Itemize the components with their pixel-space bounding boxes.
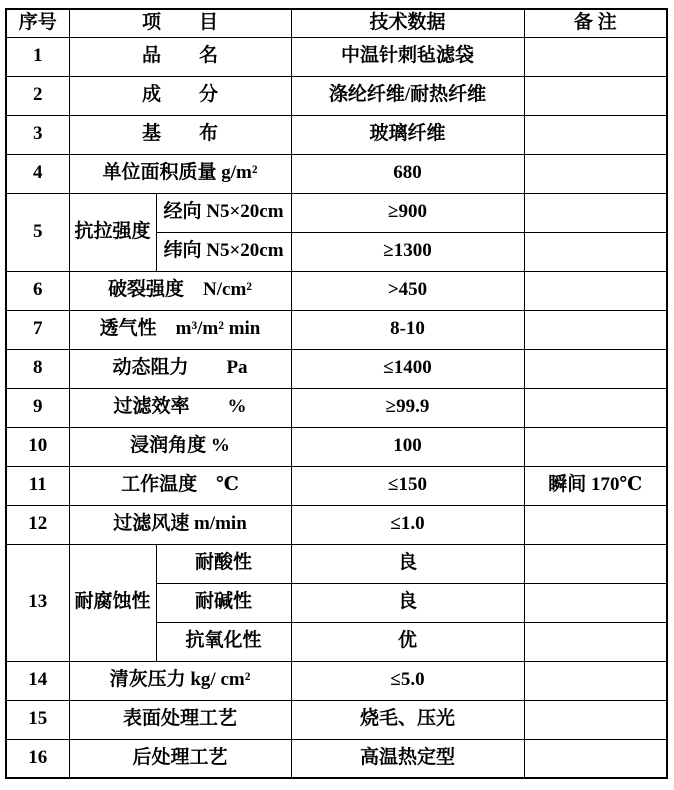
cell-item-1: 品 名 [69, 37, 291, 76]
cell-item-13a: 耐酸性 [156, 544, 291, 583]
table-row [6, 76, 667, 115]
cell-seq-6: 6 [6, 271, 69, 310]
cell-item-16: 后处理工艺 [69, 739, 291, 778]
cell-value-11: ≤150 [291, 466, 524, 505]
cell-item-9: 过滤效率 % [69, 388, 291, 427]
cell-remark-1 [524, 37, 667, 76]
cell-seq-7: 7 [6, 310, 69, 349]
header-item: 项 目 [69, 9, 291, 37]
cell-value-14: ≤5.0 [291, 661, 524, 700]
cell-remark-13b [524, 583, 667, 622]
cell-item-8: 动态阻力 Pa [69, 349, 291, 388]
table-row [6, 154, 667, 193]
table-row [6, 37, 667, 76]
cell-value-13c: 优 [291, 622, 524, 661]
cell-item-7: 透气性 m³/m² min [69, 310, 291, 349]
cell-remark-13a [524, 544, 667, 583]
table-row [6, 388, 667, 427]
cell-remark-13c [524, 622, 667, 661]
cell-seq-4: 4 [6, 154, 69, 193]
header-tech-data: 技术数据 [291, 9, 524, 37]
cell-item-5a: 经向 N5×20cm [156, 193, 291, 232]
table-row [6, 310, 667, 349]
cell-value-6: >450 [291, 271, 524, 310]
table-row [6, 544, 667, 583]
cell-item-13b: 耐碱性 [156, 583, 291, 622]
table-row [6, 115, 667, 154]
cell-remark-15 [524, 700, 667, 739]
table-row [6, 271, 667, 310]
table-row [6, 700, 667, 739]
header-seq: 序号 [6, 9, 69, 37]
table-row [6, 427, 667, 466]
spec-table [5, 8, 668, 779]
cell-item-5b: 纬向 N5×20cm [156, 232, 291, 271]
cell-value-13b: 良 [291, 583, 524, 622]
cell-group-5: 抗拉强度 [69, 193, 156, 271]
cell-remark-12 [524, 505, 667, 544]
cell-remark-10 [524, 427, 667, 466]
cell-item-12: 过滤风速 m/min [69, 505, 291, 544]
cell-item-3: 基 布 [69, 115, 291, 154]
cell-remark-14 [524, 661, 667, 700]
cell-seq-14: 14 [6, 661, 69, 700]
table-row [6, 466, 667, 505]
cell-value-9: ≥99.9 [291, 388, 524, 427]
cell-value-15: 烧毛、压光 [291, 700, 524, 739]
cell-seq-16: 16 [6, 739, 69, 778]
cell-remark-5b [524, 232, 667, 271]
cell-remark-7 [524, 310, 667, 349]
cell-remark-6 [524, 271, 667, 310]
cell-value-5a: ≥900 [291, 193, 524, 232]
table-row [6, 505, 667, 544]
cell-remark-16 [524, 739, 667, 778]
cell-item-10: 浸润角度 % [69, 427, 291, 466]
cell-seq-10: 10 [6, 427, 69, 466]
table-row [6, 739, 667, 778]
table-row [6, 661, 667, 700]
cell-item-13c: 抗氧化性 [156, 622, 291, 661]
cell-seq-5: 5 [6, 193, 69, 271]
cell-seq-9: 9 [6, 388, 69, 427]
table-row [6, 193, 667, 232]
cell-value-13a: 良 [291, 544, 524, 583]
cell-seq-13: 13 [6, 544, 69, 661]
cell-seq-1: 1 [6, 37, 69, 76]
cell-seq-3: 3 [6, 115, 69, 154]
cell-seq-8: 8 [6, 349, 69, 388]
cell-value-8: ≤1400 [291, 349, 524, 388]
cell-value-2: 涤纶纤维/耐热纤维 [291, 76, 524, 115]
header-row [6, 9, 667, 37]
cell-group-13: 耐腐蚀性 [69, 544, 156, 661]
cell-remark-3 [524, 115, 667, 154]
table-row [6, 349, 667, 388]
cell-item-15: 表面处理工艺 [69, 700, 291, 739]
cell-item-4: 单位面积质量 g/m² [69, 154, 291, 193]
cell-value-3: 玻璃纤维 [291, 115, 524, 154]
cell-item-2: 成 分 [69, 76, 291, 115]
cell-value-1: 中温针刺毡滤袋 [291, 37, 524, 76]
cell-remark-11: 瞬间 170℃ [524, 466, 667, 505]
cell-value-7: 8-10 [291, 310, 524, 349]
cell-remark-4 [524, 154, 667, 193]
cell-remark-5a [524, 193, 667, 232]
cell-seq-12: 12 [6, 505, 69, 544]
cell-remark-8 [524, 349, 667, 388]
cell-item-6: 破裂强度 N/cm² [69, 271, 291, 310]
cell-value-10: 100 [291, 427, 524, 466]
header-remark: 备 注 [524, 9, 667, 37]
cell-value-5b: ≥1300 [291, 232, 524, 271]
cell-value-4: 680 [291, 154, 524, 193]
cell-item-11: 工作温度 ℃ [69, 466, 291, 505]
cell-seq-11: 11 [6, 466, 69, 505]
cell-item-14: 清灰压力 kg/ cm² [69, 661, 291, 700]
cell-value-12: ≤1.0 [291, 505, 524, 544]
cell-seq-2: 2 [6, 76, 69, 115]
cell-remark-2 [524, 76, 667, 115]
cell-seq-15: 15 [6, 700, 69, 739]
cell-value-16: 高温热定型 [291, 739, 524, 778]
cell-remark-9 [524, 388, 667, 427]
